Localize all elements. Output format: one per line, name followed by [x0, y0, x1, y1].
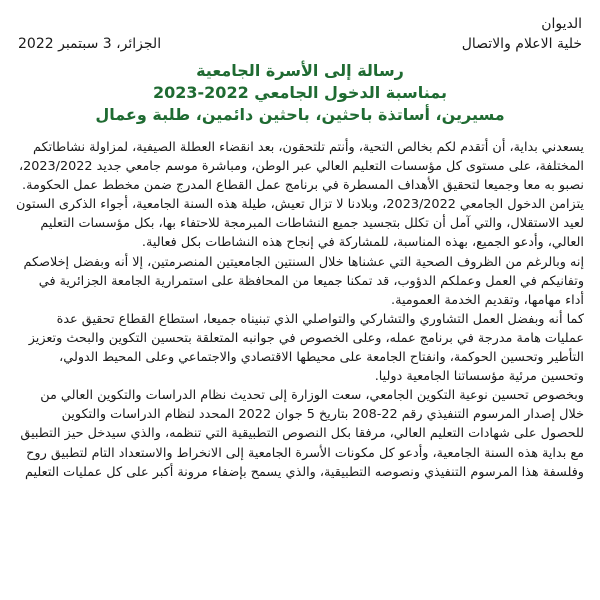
letter-body	[16, 138, 584, 482]
letter-title-block	[0, 60, 600, 126]
paragraph: إنه وبالرغم من الظروف الصحية التي عشناها خلال السنتين الجامعيتين المنصرمتين، إلا أنه وبفضل إخلاصكم وتفانيكم في العمل وعملكم الدؤوب، قد تمكنا جميعا من المحافظة على استمرارية الجامعة الجزائرية في أداء مهامها، وتقديم الخدمة العمومية.	[23, 254, 584, 308]
letter-subtitle: بمناسبة الدخول الجامعي 2022-2023	[153, 83, 447, 102]
header-date: الجزائر، 3 سبتمبر 2022	[18, 36, 162, 52]
letter-addressees: مسيرين، أساتذة باحثين، باحثين دائمين، طلبة وعمال	[95, 105, 505, 124]
letter-title: رسالة إلى الأسرة الجامعية	[196, 61, 404, 80]
paragraph: كما أنه وبفضل العمل التشاوري والتشاركي والتواصلي الذي تبنيناه جميعا، استطاع القطاع تحقيق عدة عمليات هامة مدرجة في برنامج عمله، وعلى الخصوص في جوانبه المتعلقة بتحسين التكوين والبحث وتعزيز التأطير وتحسين الحوكمة، وانفتاح الجامعة على محيطها الاقتصادي والاجتماعي وعلى المحيط الدولي، وتحسين مرئية مؤسساتنا الجامعية دوليا.	[28, 311, 584, 385]
paragraph: وبخصوص تحسين نوعية التكوين الجامعي، سعت الوزارة إلى تحديث نظام الدراسات والتكوين العالي من خلال إصدار المرسوم التنفيذي رقم 22-208 بتاريخ 5 جوان 2022 المحدد لنظام الدراسات والتكوين للحصول على شهادات التعليم العالي، مرفقا بكل النصوص التطبيقية التي تنظمه، والذي سيدخل حيز التطبيق مع بداية هذه السنة الجامعية، وأدعو كل مكونات الأسرة الجامعية إلى الانخراط والاستعداد التام لتطبيق روح وفلسفة هذا المرسوم التنفيذي ونصوصه التطبيقية، والذي يسمح بإضفاء مرونة أكبر على كل عمليات التعليم	[20, 388, 584, 480]
paragraph: يسعدني بداية، أن أتقدم لكم بخالص التحية، وأنتم تلتحقون، بعد انقضاء العطلة الصيفية، لمزاولة نشاطاتكم المختلفة، على مستوى كل مؤسسات التعليم العالي عبر الوطن، ومباشرة موسم جامعي جديد 2023/2022، نصبو به معا وجميعا لتحقيق الأهداف المسطرة في برنامج عمل القطاع المدرج ضمن مخطط عمل الحكومة.	[18, 140, 584, 194]
unit-name: خلية الاعلام والاتصال	[461, 36, 582, 52]
header-issuer	[462, 14, 582, 54]
paragraph: يتزامن الدخول الجامعي 2023/2022، وبلادنا لا تزال تعيش، طيلة هذه السنة الجامعية، أجواء الذكرى الستون لعيد الاستقلال، والتي آمل أن تكلل بتجسيد جميع النشاطات المبرمجة للاحتفاء بها، بكل مؤسسات التعليم العالي، وأدعو الجميع، بهذه المناسبة، للمشاركة في إنجاح هذه النشاطات بكل فعالية.	[16, 197, 584, 251]
office-name: الديوان	[541, 16, 582, 32]
